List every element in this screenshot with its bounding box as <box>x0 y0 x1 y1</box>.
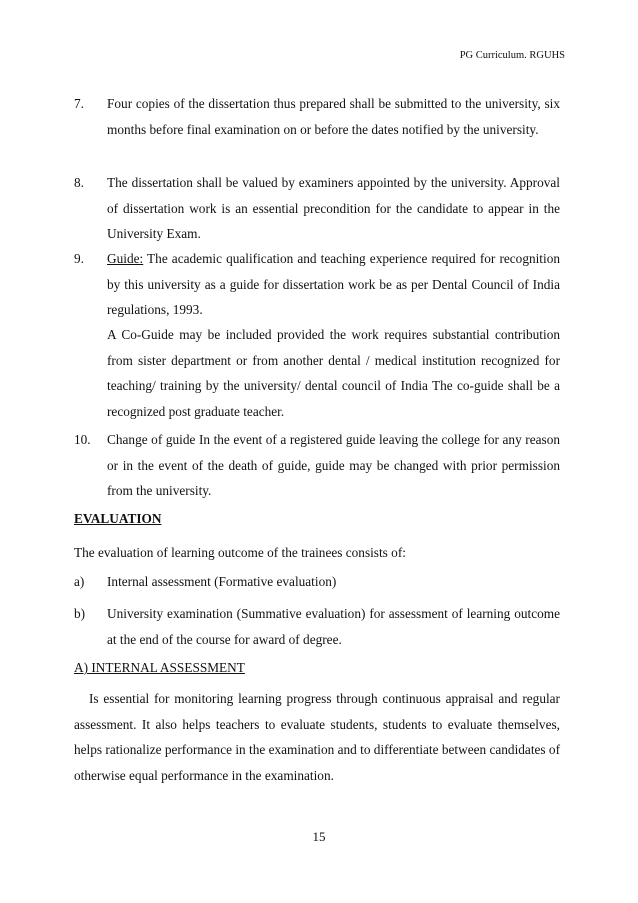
evaluation-b-label: b) <box>74 606 86 621</box>
item-number-7: 7. <box>74 96 84 111</box>
evaluation-heading: EVALUATION <box>74 511 162 526</box>
item-number-8: 8. <box>74 175 84 190</box>
item-number-9: 9. <box>74 251 84 266</box>
evaluation-a-label: a) <box>74 574 85 589</box>
evaluation-intro: The evaluation of learning outcome of the trainees consists of: <box>74 545 406 560</box>
item-number-10: 10. <box>74 432 91 447</box>
guide-text: The academic qualification and teaching experience required for recognition by this university as a guide for dissertation work be as per Dental Council of India regulations, 1993. <box>107 251 560 317</box>
item-text-9 <box>107 246 560 323</box>
evaluation-b-text: University examination (Summative evaluation) for assessment of learning outcome at the end of the course for award of degree. <box>107 606 560 647</box>
guide-label: Guide: <box>107 251 144 266</box>
internal-assessment-text: Is essential for monitoring learning progress through continuous appraisal and regular assessment. It also helps teachers to evaluate students, students to evaluate themselves, helps rationalize performance in the examination and to differentiate between candidates of otherwise equal performance in the examination. <box>74 691 560 783</box>
item-text-7: Four copies of the dissertation thus prepared shall be submitted to the university, six months before final examination on or before the dates notified by the university. <box>107 96 560 137</box>
item-text-8: The dissertation shall be valued by examiners appointed by the university. Approval of dissertation work is an essential precondition for the candidate to appear in the University Exam. <box>107 175 560 241</box>
item-text-10: Change of guide In the event of a registered guide leaving the college for any reason or in the event of the death of guide, guide may be changed with prior permission from the university. <box>107 432 560 498</box>
evaluation-a-text: Internal assessment (Formative evaluation) <box>107 574 337 589</box>
co-guide-paragraph: A Co-Guide may be included provided the work requires substantial contribution from sister department or from another dental / medical institution recognized for teaching/ training by the university/ dental council of India The co-guide shall be a recognized post graduate teacher. <box>107 327 560 419</box>
internal-assessment-heading: A) INTERNAL ASSESSMENT <box>74 660 245 675</box>
page-number: 15 <box>312 829 326 844</box>
running-header: PG Curriculum. RGUHS <box>459 50 565 61</box>
